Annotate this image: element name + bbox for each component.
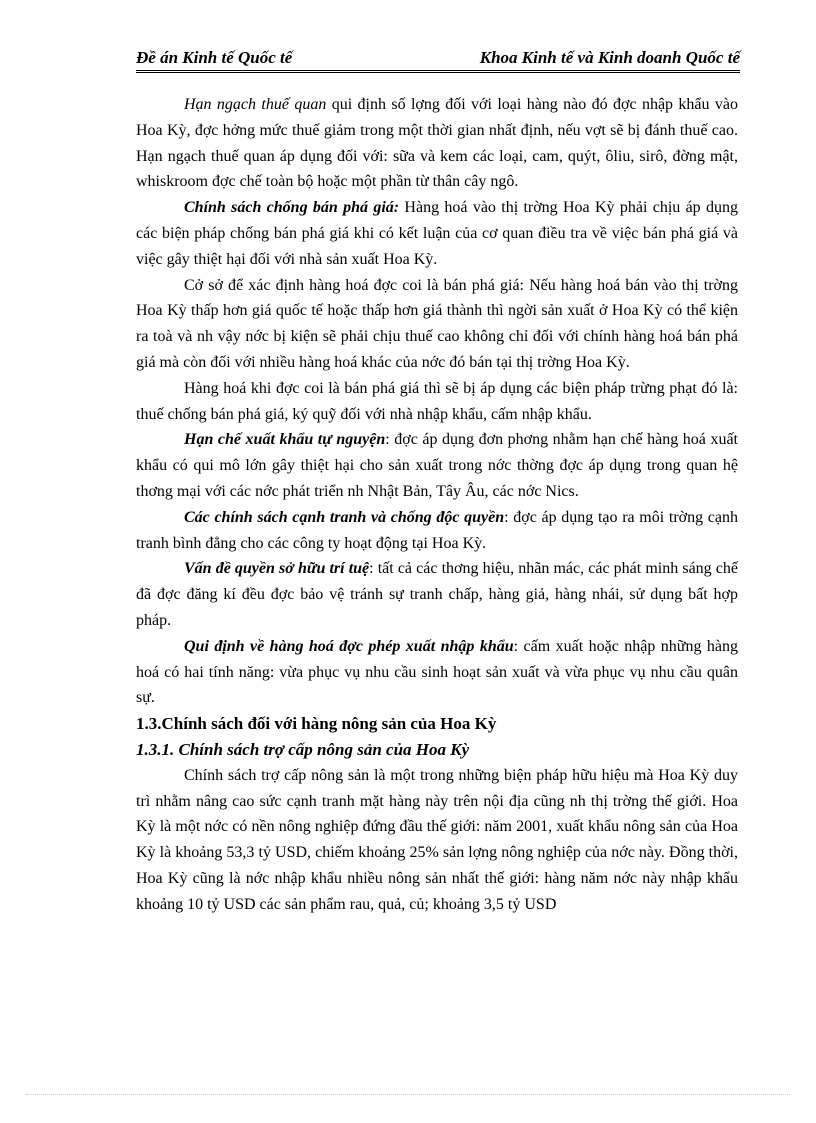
- paragraph-anti-dumping: [136, 195, 738, 272]
- paragraph-lead: Hạn ngạch thuế quan: [184, 96, 327, 113]
- paragraph-lead: Chính sách chống bán phá giá:: [184, 199, 400, 217]
- paragraph-text: Hàng hoá khi đợc coi là bán phá giá thì sẽ bị áp dụng các biện pháp trừng phạt đó là: thuế chống bán phá giá, ký quỹ đối với nhà nhập khẩu, cấm nhập khẩu.: [136, 379, 738, 423]
- paragraph-text: : cấm xuất hoặc nhập những hàng hoá có hai tính năng: vừa phục vụ nhu cầu sinh hoạt sản xuất và vừa phục vụ nhu cầu quân sự.: [136, 637, 739, 707]
- paragraph-text: : đợc áp dụng đơn phơng nhằm hạn chế hàng hoá xuất khẩu có qui mô lớn gây thiệt hại cho sản xuất trong nớc thờng đợc áp dụng trong quan hệ thơng mại với các nớc phát triển nh Nhật Bản, Tây Âu, các nớc Nics.: [136, 431, 738, 500]
- page-header: [136, 44, 740, 73]
- paragraph-voluntary-export: [136, 427, 738, 504]
- paragraph-text: : tất cả các thơng hiệu, nhãn mác, các phát minh sáng chế đã đợc đăng kí đều đợc bảo vệ tránh sự tranh chấp, hàng giả, hàng nhái, sử dụng bất hợp pháp.: [136, 560, 739, 629]
- paragraph-ip: [136, 556, 738, 633]
- paragraph-competition: [136, 505, 738, 557]
- paragraph-text: Hàng hoá vào thị trờng Hoa Kỳ phải chịu áp dụng các biện pháp chống bán phá giá khi có kết luận của cơ quan điều tra về việc bán phá giá và việc gây thiệt hại đối với nhà sản xuất Hoa Kỳ.: [136, 199, 739, 268]
- paragraph-text: : đợc áp dụng tạo ra môi trờng cạnh tranh bình đẳng cho các công ty hoạt động tại Hoa Kỳ.: [136, 508, 738, 552]
- header-right-title: Khoa Kinh tế và Kinh doanh Quốc tế: [479, 48, 740, 67]
- header-left-title: Đề án Kinh tế Quốc tế: [136, 48, 293, 67]
- paragraph-text: qui định số lợng đối với loại hàng nào đó đợc nhập khẩu vào Hoa Kỳ, đợc hởng mức thuế giảm trong một thời gian nhất định, nếu vợt sẽ bị đánh thuế cao. Hạn ngạch thuế quan áp dụng đối với: sữa và kem các loại, cam, quýt, ôliu, sirô, đờng mật, whiskroom đợc chế toàn bộ hoặc một phần từ thân cây ngô.: [136, 96, 739, 191]
- document-body: [136, 92, 738, 918]
- paragraph-subsidy: Chính sách trợ cấp nông sản là một trong những biện pháp hữu hiệu mà Hoa Kỳ duy trì nhằm nâng cao sức cạnh tranh mặt hàng này trên nội địa cũng nh thị trờng thế giới. Hoa Kỳ là một nớc có nền nông nghiệp đứng đầu thế giới: năm 2001, xuất khẩu nông sản của Hoa Kỳ là khoảng 53,3 tỷ USD, chiếm khoảng 25% sản lợng nông nghiệp của nớc này. Đồng thời, Hoa Kỳ cũng là nớc nhập khẩu nhiều nông sản nhất thế giới: hàng năm nớc này nhập khẩu khoảng 10 tỷ USD các sản phẩm rau, quả, củ; khoảng 3,5 tỷ USD: [136, 766, 738, 913]
- paragraph-lead: Vấn đề quyền sở hữu trí tuệ: [184, 560, 370, 578]
- paragraph-lead: Các chính sách cạnh tranh và chống độc quyền: [184, 508, 505, 526]
- subsection-heading: 1.3.1. Chính sách trợ cấp nông sản của Hoa Kỳ: [136, 739, 470, 759]
- section-heading: 1.3.Chính sách đối với hàng nông sản của Hoa Kỳ: [136, 714, 497, 734]
- paragraph-text: Cở sở để xác định hàng hoá đợc coi là bán phá giá: Nếu hàng hoá bán vào thị trờng Hoa Kỳ thấp hơn giá quốc tế hoặc thấp hơn giá thành thì ngời sản xuất ở Hoa Kỳ có thể kiện ra toà và nh vậy nớc bị kiện sẽ phải chịu thuế cao không chỉ đối với chính hàng hoá bán phá giá mà còn đối với nhiều hàng hoá khác của nớc đó bán tại thị trờng Hoa Kỳ.: [136, 276, 738, 371]
- paragraph-dumping-basis: [136, 273, 738, 376]
- paragraph-dumping-penalty: [136, 376, 738, 428]
- page-bottom-divider: [26, 1094, 790, 1095]
- paragraph-lead: Qui định về hàng hoá đợc phép xuất nhập khẩu: [184, 637, 514, 655]
- paragraph-import-export-rules: [136, 634, 738, 711]
- paragraph-tariff-quota: [136, 92, 738, 195]
- paragraph-lead: Hạn chế xuất khẩu tự nguyện: [184, 431, 386, 449]
